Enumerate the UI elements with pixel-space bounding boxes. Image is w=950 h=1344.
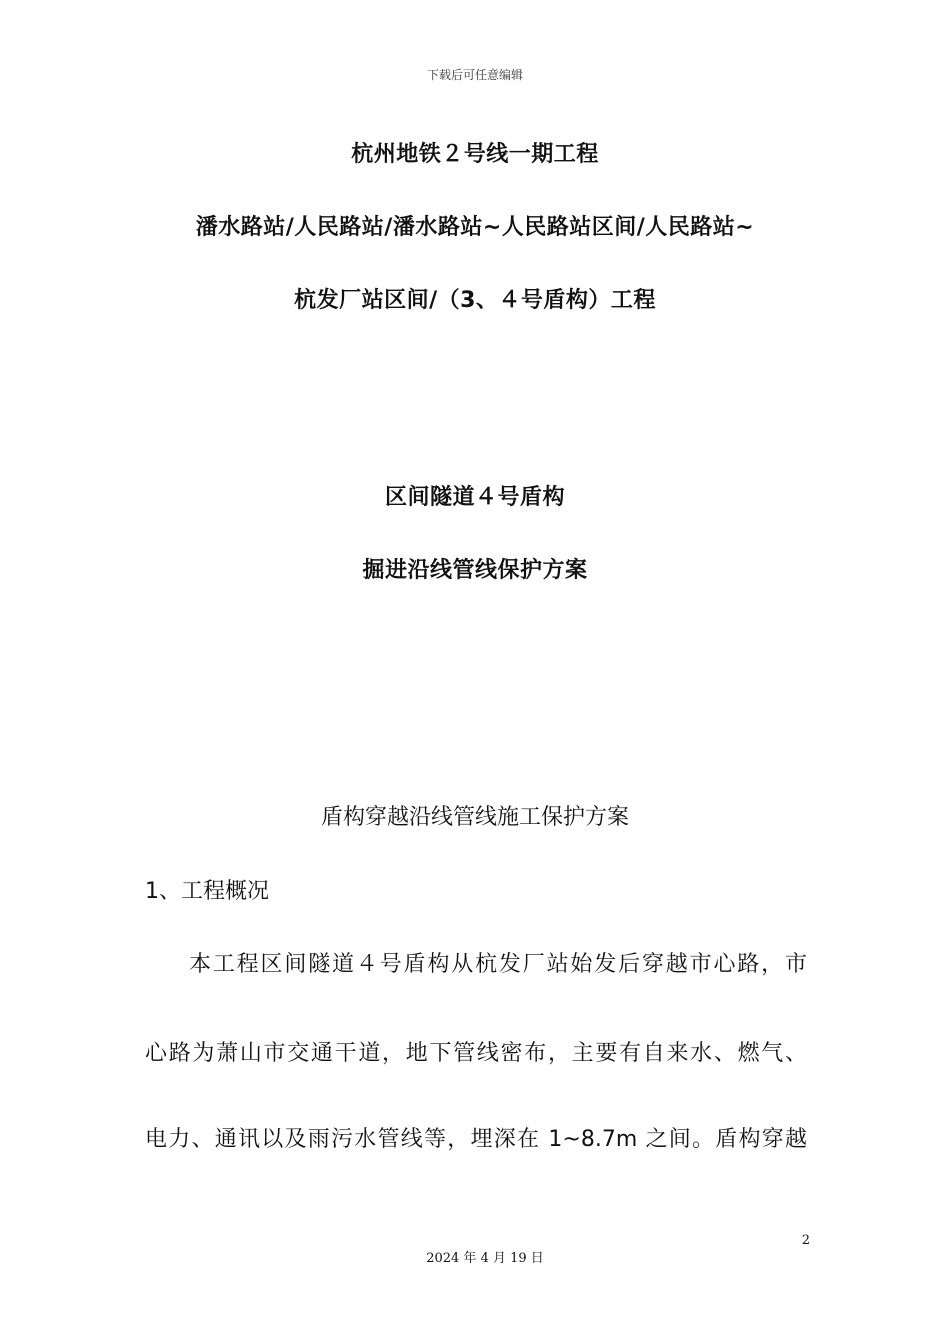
paragraph-line: 本工程区间隧道４号盾构从杭发厂站始发后穿越市心路，市: [189, 952, 807, 977]
project-title-line-2: 潘水路站/人民路站/潘水路站~人民路站区间/人民路站~: [195, 215, 755, 240]
footer-date: 2024 年 4 月 19 日: [426, 1251, 544, 1266]
document-title-line-2: 掘进沿线管线保护方案: [362, 558, 588, 583]
header-note: 下载后可任意编辑: [426, 68, 523, 82]
paragraph-line: 心路为萧山市交通干道，地下管线密布，主要有自来水、燃气、: [145, 1041, 807, 1066]
project-title-line-3: 杭发厂站区间/（3、４号盾构）工程: [294, 288, 656, 313]
paragraph-line: 电力、通讯以及雨污水管线等，埋深在 1~8.7m 之间。盾构穿越: [145, 1127, 807, 1152]
project-title-line-1: 杭州地铁２号线一期工程: [351, 142, 599, 167]
heading-overview: 1、工程概况: [145, 879, 269, 904]
document-title-line-1: 区间隧道４号盾构: [384, 485, 565, 510]
page-number: 2: [801, 1233, 810, 1248]
section-title: 盾构穿越沿线管线施工保护方案: [320, 805, 629, 830]
